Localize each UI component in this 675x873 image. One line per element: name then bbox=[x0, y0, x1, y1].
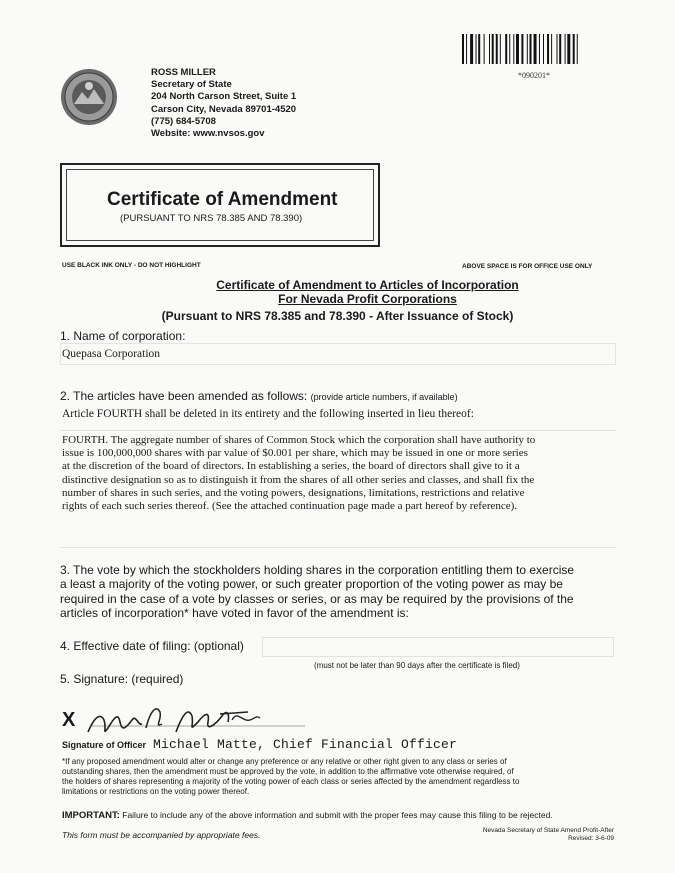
office-header bbox=[151, 67, 296, 140]
amendment-label-text: 2. The articles have been amended as follows: bbox=[60, 389, 308, 403]
amendment-hint: (provide article numbers, if available) bbox=[310, 392, 458, 402]
barcode-number: *090201* bbox=[518, 71, 550, 80]
officer-signature-label: Signature of Officer bbox=[62, 740, 147, 750]
footnote-line: *If any proposed amendment would alter or change any preference or any relative or other right given to any class or series of bbox=[62, 757, 507, 766]
article-fourth-line: issue is 100,000,000 shares with par value of $0.001 per share, which may be issued in one or more series bbox=[62, 447, 528, 460]
barcode-image bbox=[462, 34, 617, 64]
form-heading-line3: (Pursuant to NRS 78.385 and 78.390 - After Issuance of Stock) bbox=[161, 309, 514, 323]
corporation-name-value: Quepasa Corporation bbox=[62, 348, 161, 360]
fees-note: This form must be accompanied by appropriate fees. bbox=[62, 830, 261, 840]
amendment-intro: Article FOURTH shall be deleted in its entirety and the following inserted in lieu thereof: bbox=[62, 408, 474, 420]
certificate-subtitle: (PURSUANT TO NRS 78.385 AND 78.390) bbox=[120, 213, 303, 224]
form-identifier-line1: Nevada Secretary of State Amend Profit-After bbox=[482, 827, 614, 834]
vote-section-line: articles of incorporation* have voted in favor of the amendment is: bbox=[60, 605, 409, 620]
amendment-label bbox=[60, 389, 458, 403]
vote-section bbox=[60, 563, 574, 620]
article-fourth-line: at the discretion of the board of directors. In establishing a series, the board of directors shall give to it a bbox=[62, 460, 520, 473]
effective-date-field[interactable] bbox=[262, 637, 614, 657]
form-identifier-line2: Revised: 3-6-09 bbox=[568, 835, 614, 842]
effective-date-label: 4. Effective date of filing: (optional) bbox=[60, 639, 244, 653]
state-seal-icon bbox=[60, 68, 118, 126]
article-fourth-line: number of shares in such series, and the voting powers, designations, limitations, restrictions and relative bbox=[62, 486, 525, 499]
ink-note: USE BLACK INK ONLY - DO NOT HIGHLIGHT bbox=[62, 262, 201, 269]
important-notice bbox=[62, 810, 553, 821]
office-website: Website: www.nvsos.gov bbox=[151, 128, 265, 140]
form-heading-line1: Certificate of Amendment to Articles of Incorporation bbox=[216, 278, 519, 292]
important-label: IMPORTANT: bbox=[62, 810, 120, 821]
office-title: Secretary of State bbox=[151, 79, 232, 91]
corporation-name-label: 1. Name of corporation: bbox=[60, 329, 186, 343]
certificate-title: Certificate of Amendment bbox=[107, 189, 338, 210]
office-use-note: ABOVE SPACE IS FOR OFFICE USE ONLY bbox=[462, 263, 593, 270]
article-fourth-line: distinctive designation so as to distinguish it from the shares of all other series and classes, and shall fix the bbox=[62, 473, 535, 486]
article-fourth-line: rights of each such series thereof. (See the attached continuation page made a part hereof by reference). bbox=[62, 500, 518, 513]
amendment-footnote bbox=[62, 757, 519, 797]
office-phone: (775) 684-5708 bbox=[151, 115, 216, 127]
footnote-line: outstanding shares, then the amendment must be approved by the vote, in addition to the affirmative vote otherwise required, of bbox=[62, 767, 514, 776]
vote-section-line: a least a majority of the voting power, or such greater proportion of the voting power as may be bbox=[60, 577, 563, 592]
office-address-line1: 204 North Carson Street, Suite 1 bbox=[151, 91, 297, 103]
important-text: Failure to include any of the above information and submit with the proper fees may cause this filing to be rejected. bbox=[122, 810, 553, 820]
article-fourth-text bbox=[62, 434, 617, 513]
office-name: ROSS MILLER bbox=[151, 67, 216, 78]
signature-x-mark: X bbox=[62, 709, 76, 731]
article-fourth-line: FOURTH. The aggregate number of shares of Common Stock which the corporation shall have authority to bbox=[62, 434, 536, 446]
vote-section-line: 3. The vote by which the stockholders holding shares in the corporation entitling them to exercise bbox=[60, 563, 575, 577]
footnote-line: limitations or restrictions on the voting power thereof. bbox=[62, 787, 250, 796]
form-identifier bbox=[460, 827, 614, 843]
signature-label: 5. Signature: (required) bbox=[60, 672, 184, 686]
vote-section-line: required in the case of a vote by classes or series, or as may be required by the provisions of the bbox=[60, 591, 574, 606]
footnote-line: the holders of shares representing a majority of the voting power of each class or series affected by the amendment regardless to bbox=[62, 777, 520, 786]
officer-name: Michael Matte, Chief Financial Officer bbox=[153, 737, 458, 752]
certificate-title-box bbox=[60, 163, 380, 247]
form-heading-line2: For Nevada Profit Corporations bbox=[278, 292, 457, 306]
office-address-line2: Carson City, Nevada 89701-4520 bbox=[151, 103, 297, 115]
effective-date-note: (must not be later than 90 days after the certificate is filed) bbox=[314, 661, 520, 670]
